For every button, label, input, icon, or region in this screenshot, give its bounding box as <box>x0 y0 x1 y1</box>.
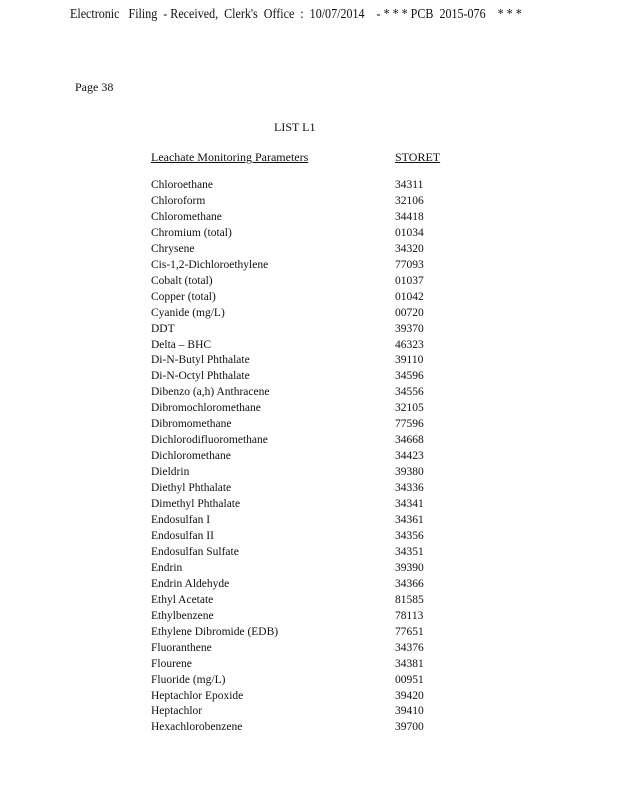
storet-code: 00951 <box>395 673 424 686</box>
parameter-name: Endrin Aldehyde <box>151 577 230 590</box>
parameter-name: Endosulfan II <box>151 529 214 542</box>
parameter-name: Dieldrin <box>151 466 190 479</box>
storet-column-header: STORET <box>395 150 441 164</box>
table-row <box>151 322 451 338</box>
table-row <box>151 385 451 401</box>
filing-stamp-header: Electronic Filing - Received, Clerk's Office : 10/07/2014 - * * * PCB 2015-076 * * * <box>70 7 522 22</box>
table-row <box>151 226 451 242</box>
table-row <box>151 529 451 545</box>
table-row <box>151 210 451 226</box>
parameter-name: Chromium (total) <box>151 226 232 239</box>
table-row <box>151 306 451 322</box>
parameter-name: Diethyl Phthalate <box>151 482 232 495</box>
storet-code: 34341 <box>395 498 424 511</box>
table-row <box>151 242 451 258</box>
table-row <box>151 593 451 609</box>
parameter-name: Endosulfan Sulfate <box>151 545 239 558</box>
parameter-name: Dichlorodifluoromethane <box>151 434 268 447</box>
table-row <box>151 449 451 465</box>
table-row <box>151 369 451 385</box>
parameter-name: Chrysene <box>151 242 195 255</box>
parameter-name: Chloromethane <box>151 210 222 223</box>
table-row <box>151 353 451 369</box>
storet-code: 01034 <box>395 226 424 239</box>
parameter-name: Ethylbenzene <box>151 609 214 622</box>
table-row <box>151 513 451 529</box>
parameter-column-header: Leachate Monitoring Parameters <box>151 150 309 164</box>
storet-code: 39380 <box>395 466 424 479</box>
parameter-name: Flourene <box>151 657 192 670</box>
parameter-name: Di-N-Octyl Phthalate <box>151 370 250 383</box>
table-row <box>151 465 451 481</box>
parameter-name: Cobalt (total) <box>151 274 213 287</box>
storet-code: 39410 <box>395 705 424 718</box>
table-row <box>151 497 451 513</box>
parameter-name: Delta – BHC <box>151 338 212 351</box>
parameter-table <box>151 178 451 736</box>
table-row <box>151 577 451 593</box>
storet-code: 34320 <box>395 242 424 255</box>
storet-code: 01042 <box>395 290 424 303</box>
parameter-name: Ethyl Acetate <box>151 593 214 606</box>
table-row <box>151 274 451 290</box>
parameter-name: Chloroethane <box>151 179 213 191</box>
table-row <box>151 609 451 625</box>
parameter-name: Copper (total) <box>151 290 216 303</box>
table-row <box>151 417 451 433</box>
parameter-name: Hexachlorobenzene <box>151 721 243 734</box>
storet-code: 34311 <box>395 179 424 191</box>
storet-code: 34381 <box>395 657 424 670</box>
parameter-name: Fluoranthene <box>151 641 212 654</box>
storet-code: 34366 <box>395 577 424 590</box>
storet-code: 39390 <box>395 561 424 574</box>
storet-code: 32106 <box>395 194 424 207</box>
storet-code: 81585 <box>395 593 424 606</box>
table-row <box>151 657 451 673</box>
page-number: Page 38 <box>75 80 114 94</box>
storet-code: 32105 <box>395 402 424 415</box>
parameter-name: Dimethyl Phthalate <box>151 498 241 511</box>
storet-code: 34418 <box>395 210 424 223</box>
storet-code: 34361 <box>395 514 424 527</box>
storet-code: 34423 <box>395 450 424 463</box>
storet-code: 34596 <box>395 370 424 383</box>
storet-code: 39370 <box>395 322 424 335</box>
table-row <box>151 338 451 354</box>
storet-code: 34351 <box>395 545 424 558</box>
parameter-name: Fluoride (mg/L) <box>151 673 226 686</box>
list-title: LIST L1 <box>274 120 316 134</box>
storet-code: 34336 <box>395 482 424 495</box>
parameter-name: Ethylene Dibromide (EDB) <box>151 625 279 638</box>
table-row <box>151 641 451 657</box>
storet-code: 77651 <box>395 625 424 638</box>
storet-code: 34356 <box>395 529 424 542</box>
parameter-name: Endosulfan I <box>151 514 211 527</box>
storet-code: 78113 <box>395 609 424 622</box>
storet-code: 46323 <box>395 338 424 351</box>
storet-code: 01037 <box>395 274 424 287</box>
parameter-name: Dibromomethane <box>151 418 232 431</box>
table-row <box>151 561 451 577</box>
parameter-name: Dibenzo (a,h) Anthracene <box>151 386 270 399</box>
table-row <box>151 258 451 274</box>
table-row <box>151 625 451 641</box>
table-row <box>151 290 451 306</box>
storet-code: 34668 <box>395 434 424 447</box>
storet-code: 77596 <box>395 418 424 431</box>
storet-code: 77093 <box>395 258 424 271</box>
table-row <box>151 401 451 417</box>
parameter-name: Dibromochloromethane <box>151 402 261 415</box>
storet-code: 34376 <box>395 641 424 654</box>
storet-code: 34556 <box>395 386 424 399</box>
table-row <box>151 720 451 736</box>
table-row <box>151 481 451 497</box>
table-row <box>151 704 451 720</box>
storet-code: 39420 <box>395 689 424 702</box>
storet-code: 00720 <box>395 306 424 319</box>
parameter-name: Cis-1,2-Dichloroethylene <box>151 258 269 271</box>
table-row <box>151 433 451 449</box>
parameter-name: DDT <box>151 322 175 335</box>
table-row <box>151 194 451 210</box>
table-row <box>151 689 451 705</box>
table-row <box>151 673 451 689</box>
parameter-name: Chloroform <box>151 194 206 207</box>
parameter-name: Di-N-Butyl Phthalate <box>151 354 250 367</box>
storet-code: 39700 <box>395 721 424 734</box>
parameter-name: Cyanide (mg/L) <box>151 306 225 319</box>
parameter-name: Heptachlor Epoxide <box>151 689 244 702</box>
storet-code: 39110 <box>395 354 424 367</box>
parameter-name: Dichloromethane <box>151 450 231 463</box>
parameter-name: Endrin <box>151 561 183 574</box>
table-row <box>151 178 451 194</box>
parameter-name: Heptachlor <box>151 705 203 718</box>
table-row <box>151 545 451 561</box>
